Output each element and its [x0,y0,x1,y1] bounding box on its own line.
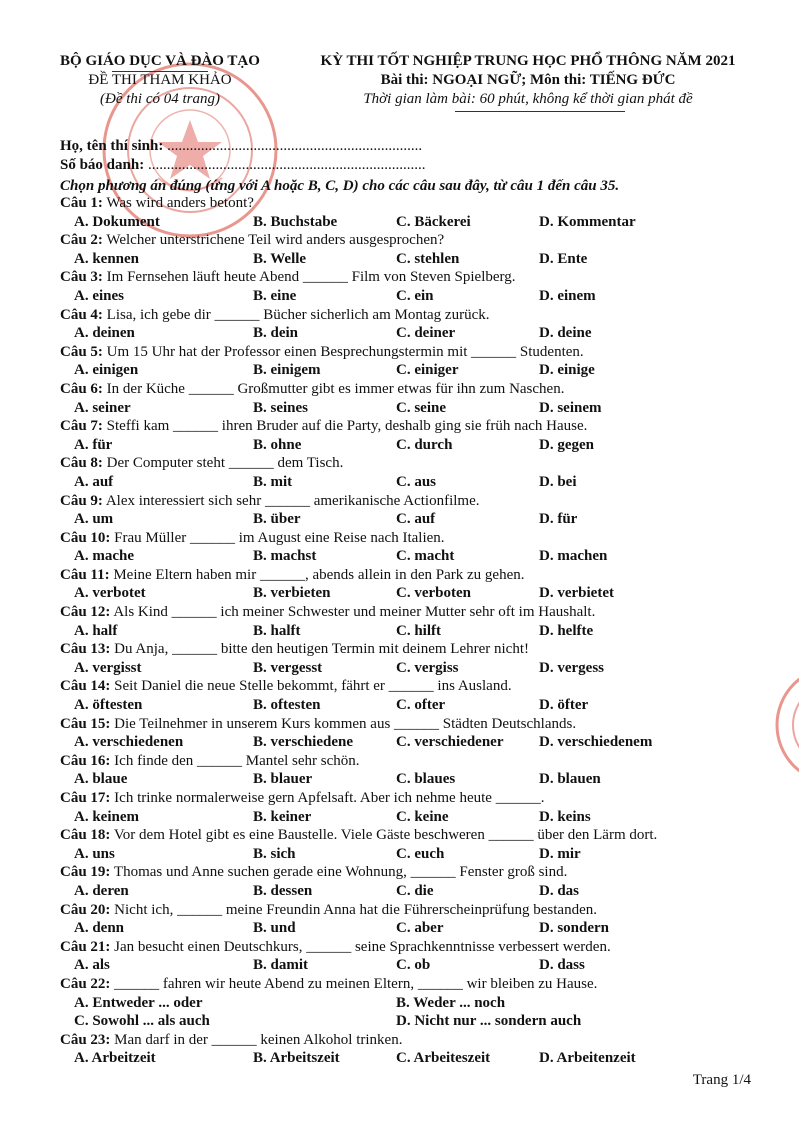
question-text: Thomas und Anne suchen gerade eine Wohnung, ______ Fenster groß sind. [110,864,568,881]
divider [455,111,625,112]
question-text: Die Teilnehmer in unserem Kurs kommen aus ______ Städten Deutschlands. [110,715,577,732]
answer-options [60,733,780,752]
question-text: Lisa, ich gebe dir ______ Bücher sicherlich am Montag zurück. [102,306,490,323]
option-text: D. einige [539,362,595,379]
answer-options [60,808,780,827]
question-stem [60,454,780,473]
option-text: C. keine [396,808,449,825]
option-text: D. keins [539,808,591,825]
answer-option [74,547,134,566]
option-text: A. um [74,511,114,528]
question-number: Câu 9: [60,492,103,509]
answer-option [539,473,577,492]
answer-options [60,1049,780,1068]
option-text: B. verbieten [253,585,331,602]
question-stem [60,268,780,287]
option-text: A. deren [74,882,129,899]
option-text: A. vergisst [74,659,142,676]
answer-options [60,584,780,603]
answer-option [74,1012,210,1031]
question-text: Meine Eltern haben mir ______, abends allein in den Park zu gehen. [109,566,525,583]
question-text: Du Anja, ______ bitte den heutigen Termin mit deinem Lehrer nicht! [110,641,529,658]
answer-options [60,287,780,306]
answer-option [539,250,587,269]
question-stem [60,975,780,994]
answer-options [60,696,780,715]
answer-option [396,808,449,827]
option-text: B. oftesten [253,697,321,714]
answer-option [396,994,505,1013]
candidate-name-field [60,138,422,155]
question-number: Câu 4: [60,306,103,323]
exam-title: KỲ THI TỐT NGHIỆP TRUNG HỌC PHỔ THÔNG NĂM 2021 [320,53,736,69]
question-text: Nicht ich, ______ meine Freundin Anna hat die Führerscheinprüfung bestanden. [110,901,597,918]
question-stem [60,901,780,920]
option-text: B. und [253,920,296,937]
option-text: A. denn [74,920,125,937]
answer-option [74,994,202,1013]
question-stem [60,677,780,696]
option-text: C. ein [396,287,434,304]
option-text: A. eines [74,287,125,304]
option-text: C. verboten [396,585,471,602]
option-text: C. einiger [396,362,459,379]
answer-option [396,324,455,343]
answer-options [60,956,780,975]
answer-option [253,956,308,975]
answer-option [539,1049,636,1068]
name-dots: .................................................................... [167,138,423,154]
answer-option [539,287,596,306]
question-stem [60,566,780,585]
answer-option [396,622,441,641]
question-stem [60,529,780,548]
answer-option [74,324,135,343]
answer-option [396,213,471,232]
answer-option [253,547,316,566]
answer-option [253,696,321,715]
option-text: C. ob [396,957,431,974]
answer-option [74,473,113,492]
answer-option [539,213,636,232]
option-text: B. über [253,511,301,528]
answer-option [396,882,434,901]
option-text: D. einem [539,287,596,304]
answer-option [396,659,459,678]
question-text: Vor dem Hotel gibt es eine Baustelle. Viele Gäste beschweren ______ über den Lärm dort. [110,827,658,844]
answer-option [396,250,459,269]
option-text: A. öftesten [74,697,143,714]
question-number: Câu 21: [60,938,111,955]
answer-options [60,473,780,492]
option-text: B. eine [253,287,297,304]
answer-options [60,919,780,938]
answer-option [74,733,183,752]
answer-option [539,399,602,418]
option-text: B. dessen [253,882,313,899]
question-stem [60,603,780,622]
page-count: (Đề thi có 04 trang) [100,91,220,107]
option-text: A. uns [74,845,115,862]
answer-options [60,770,780,789]
option-text: C. aus [396,473,437,490]
option-text: A. Arbeitzeit [74,1050,156,1067]
option-text: D. mir [539,845,581,862]
answer-option [74,919,124,938]
option-text: B. einigem [253,362,321,379]
option-text: A. Entweder ... oder [74,994,203,1011]
answer-option [74,436,112,455]
option-text: A. verbotet [74,585,146,602]
question-text: Was wird anders betont? [102,195,254,211]
answer-option [396,584,471,603]
answer-option [74,622,117,641]
exam-subject: Bài thi: NGOẠI NGỮ; Môn thi: TIẾNG ĐỨC [380,72,676,88]
option-text: D. helfte [539,622,594,639]
option-text: D. für [539,511,578,528]
option-text: B. seines [253,399,309,416]
answer-option [396,919,444,938]
option-text: D. deine [539,325,592,342]
answer-option [74,399,131,418]
question-text: Der Computer steht ______ dem Tisch. [102,455,344,472]
option-text: B. damit [253,957,309,974]
option-text: D. verschiedenem [539,734,653,751]
answer-option [539,733,652,752]
option-text: C. deiner [396,325,456,342]
answer-option [396,399,446,418]
answer-option [74,770,127,789]
answer-options [60,250,780,269]
option-text: D. öfter [539,697,589,714]
answer-options [60,845,780,864]
option-text: A. für [74,436,113,453]
answer-option [539,770,601,789]
option-text: D. dass [539,957,585,974]
question-number: Câu 6: [60,380,103,397]
answer-options [60,399,780,418]
option-text: D. verbietet [539,585,614,602]
answer-option [396,473,436,492]
answer-option [253,1049,340,1068]
question-stem [60,380,780,399]
answer-option [253,213,337,232]
option-text: D. Kommentar [539,213,636,230]
option-text: C. stehlen [396,250,460,267]
answer-option [74,845,115,864]
answer-option [396,361,459,380]
answer-option [74,361,138,380]
option-text: B. sich [253,845,296,862]
question-text: Ich trinke normalerweise gern Apfelsaft. Aber ich nehme heute ______. [110,790,545,806]
option-text: C. vergiss [396,659,459,676]
option-text: C. Sowohl ... als auch [74,1013,210,1030]
question-stem [60,306,780,325]
option-text: D. das [539,882,580,899]
option-text: A. kennen [74,250,140,267]
answer-option [396,547,454,566]
answer-option [539,361,595,380]
instruction: Chọn phương án đúng (ứng với A hoặc B, C, D) cho các câu sau đây, từ câu 1 đến câu 35. [60,178,620,194]
option-text: A. seiner [74,399,131,416]
question-number: Câu 8: [60,455,103,472]
question-text: Seit Daniel die neue Stelle bekommt, fährt er ______ ins Ausland. [110,678,512,695]
option-text: C. durch [396,436,453,453]
id-dots: .......................................................................... [147,157,426,173]
question-text: Man darf in der ______ keinen Alkohol trinken. [110,1031,403,1048]
answer-option [539,510,577,529]
answer-option [253,770,312,789]
answer-options [60,547,780,566]
answer-option [539,808,591,827]
answer-option [539,659,604,678]
question-number: Câu 16: [60,752,111,769]
option-text: B. Arbeitszeit [253,1050,340,1067]
option-text: C. blaues [396,771,456,788]
answer-option [74,1049,156,1068]
question-number: Câu 20: [60,901,111,918]
option-text: C. Arbeiteszeit [396,1050,491,1067]
answer-options [60,361,780,380]
ministry-name: BỘ GIÁO DỤC VÀ ĐÀO TẠO [60,53,260,69]
question-number: Câu 5: [60,343,103,360]
answer-option [74,956,110,975]
question-number: Câu 15: [60,715,111,732]
answer-option [253,584,331,603]
question-stem [60,826,780,845]
option-text: D. bei [539,473,577,490]
option-text: A. mache [74,548,134,565]
answer-option [396,287,434,306]
question-text: ______ fahren wir heute Abend zu meinen Eltern, ______ wir bleiben zu Hause. [110,975,598,992]
answer-option [253,845,296,864]
option-text: B. dein [253,325,299,342]
answer-option [539,956,585,975]
page-number: Trang 1/4 [692,1072,751,1088]
question-number: Câu 23: [60,1031,111,1048]
question-number: Câu 1: [60,195,103,211]
option-text: D. gegen [539,436,595,453]
question-stem [60,938,780,957]
question-text: Frau Müller ______ im August eine Reise nach Italien. [110,529,445,546]
answer-option [396,510,435,529]
question-number: Câu 13: [60,641,111,658]
answer-option [539,696,588,715]
question-text: Welcher unterstrichene Teil wird anders ausgesprochen? [102,232,445,249]
question-number: Câu 7: [60,418,103,435]
option-text: D. blauen [539,771,601,788]
question-number: Câu 18: [60,827,111,844]
answer-option [396,770,455,789]
answer-options [60,510,780,529]
option-text: C. auf [396,511,436,528]
answer-option [253,399,308,418]
option-text: A. deinen [74,325,135,342]
answer-options [60,659,780,678]
answer-option [253,659,322,678]
question-stem [60,194,780,213]
question-stem [60,231,780,250]
answer-option [253,324,298,343]
candidate-id-field [60,157,425,174]
question-number: Câu 10: [60,529,111,546]
question-text: Jan besucht einen Deutschkurs, ______ seine Sprachkenntnisse verbessert werden. [110,938,611,955]
answer-options [60,882,780,901]
option-text: C. macht [396,548,455,565]
option-text: B. machst [253,548,317,565]
option-text: A. verschiedenen [74,734,184,751]
answer-option [74,882,129,901]
answer-option [253,622,301,641]
question-text: Alex interessiert sich sehr ______ amerikanische Actionfilme. [102,492,480,509]
option-text: C. aber [396,920,444,937]
question-text: Im Fernsehen läuft heute Abend ______ Film von Steven Spielberg. [102,269,516,286]
question-number: Câu 2: [60,232,103,249]
answer-option [396,1049,490,1068]
document-header [0,52,799,122]
option-text: D. Ente [539,250,588,267]
option-text: A. Dokument [74,213,160,230]
option-text: B. Buchstabe [253,213,338,230]
option-text: A. auf [74,473,114,490]
option-text: A. als [74,957,110,974]
answer-option [253,919,296,938]
answer-option [253,808,311,827]
question-number: Câu 11: [60,566,110,583]
answer-option [74,584,146,603]
option-text: C. seine [396,399,447,416]
option-text: A. blaue [74,771,128,788]
answer-option [539,882,579,901]
answer-option [74,659,142,678]
option-text: D. machen [539,548,608,565]
question-stem [60,752,780,771]
option-text: D. seinem [539,399,602,416]
answer-option [253,473,292,492]
answer-options [60,324,780,343]
answer-option [539,324,592,343]
question-text: Um 15 Uhr hat der Professor einen Besprechungstermin mit ______ Studenten. [102,343,584,360]
option-text: B. blauer [253,771,313,788]
answer-options [60,994,780,1031]
answer-option [396,696,445,715]
question-stem [60,715,780,734]
answer-option [396,956,430,975]
answer-option [396,845,444,864]
answer-option [253,882,312,901]
option-text: D. Arbeitenzeit [539,1050,636,1067]
answer-option [396,1012,581,1031]
answer-option [74,808,139,827]
id-label: Số báo danh: [60,157,145,173]
option-text: C. ofter [396,697,446,714]
question-stem [60,863,780,882]
doc-type: ĐỀ THI THAM KHẢO [88,72,232,88]
answer-option [253,287,296,306]
question-text: Ich finde den ______ Mantel sehr schön. [110,752,360,769]
question-stem [60,1031,780,1050]
question-text: Als Kind ______ ich meiner Schwester und meiner Mutter sehr oft im Haushalt. [110,604,596,621]
answer-option [253,250,306,269]
option-text: B. ohne [253,436,302,453]
answer-options [60,436,780,455]
question-number: Câu 17: [60,790,111,806]
answer-options [60,622,780,641]
answer-option [74,696,142,715]
option-text: A. keinem [74,808,140,825]
option-text: A. half [74,622,118,639]
answer-option [253,510,301,529]
question-number: Câu 3: [60,269,103,286]
answer-option [539,547,607,566]
question-stem [60,343,780,362]
option-text: B. mit [253,473,293,490]
answer-option [396,436,452,455]
answer-option [539,845,581,864]
option-text: C. die [396,882,434,899]
question-number: Câu 22: [60,975,111,992]
option-text: C. hilft [396,622,442,639]
exam-time: Thời gian làm bài: 60 phút, không kể thời gian phát đề [363,91,693,107]
answer-option [253,361,321,380]
answer-option [74,287,124,306]
option-text: B. Welle [253,250,307,267]
answer-option [539,622,593,641]
option-text: D. sondern [539,920,610,937]
answer-option [74,510,113,529]
option-text: C. verschiedener [396,734,504,751]
answer-option [396,733,503,752]
answer-option [539,919,609,938]
question-list [60,194,780,1068]
answer-option [539,436,594,455]
answer-options [60,213,780,232]
question-stem [60,417,780,436]
question-stem [60,640,780,659]
question-number: Câu 19: [60,864,111,881]
question-text: In der Küche ______ Großmutter gibt es immer etwas für ihn zum Naschen. [102,380,565,397]
option-text: C. Bäckerei [396,213,471,230]
question-number: Câu 14: [60,678,111,695]
option-text: B. keiner [253,808,312,825]
answer-option [74,213,160,232]
option-text: B. halft [253,622,301,639]
option-text: D. Nicht nur ... sondern auch [396,1013,582,1030]
name-label: Họ, tên thí sinh: [60,138,164,154]
answer-option [74,250,139,269]
question-text: Steffi kam ______ ihren Bruder auf die Party, deshalb ging sie früh nach Hause. [102,418,588,435]
option-text: B. verschiedene [253,734,353,751]
question-stem [60,492,780,511]
option-text: D. vergess [539,659,604,676]
question-number: Câu 12: [60,604,111,621]
option-text: C. euch [396,845,445,862]
answer-option [253,733,353,752]
question-stem [60,789,780,808]
answer-option [253,436,301,455]
answer-option [539,584,614,603]
option-text: B. vergesst [253,659,323,676]
option-text: A. einigen [74,362,139,379]
option-text: B. Weder ... noch [396,994,506,1011]
